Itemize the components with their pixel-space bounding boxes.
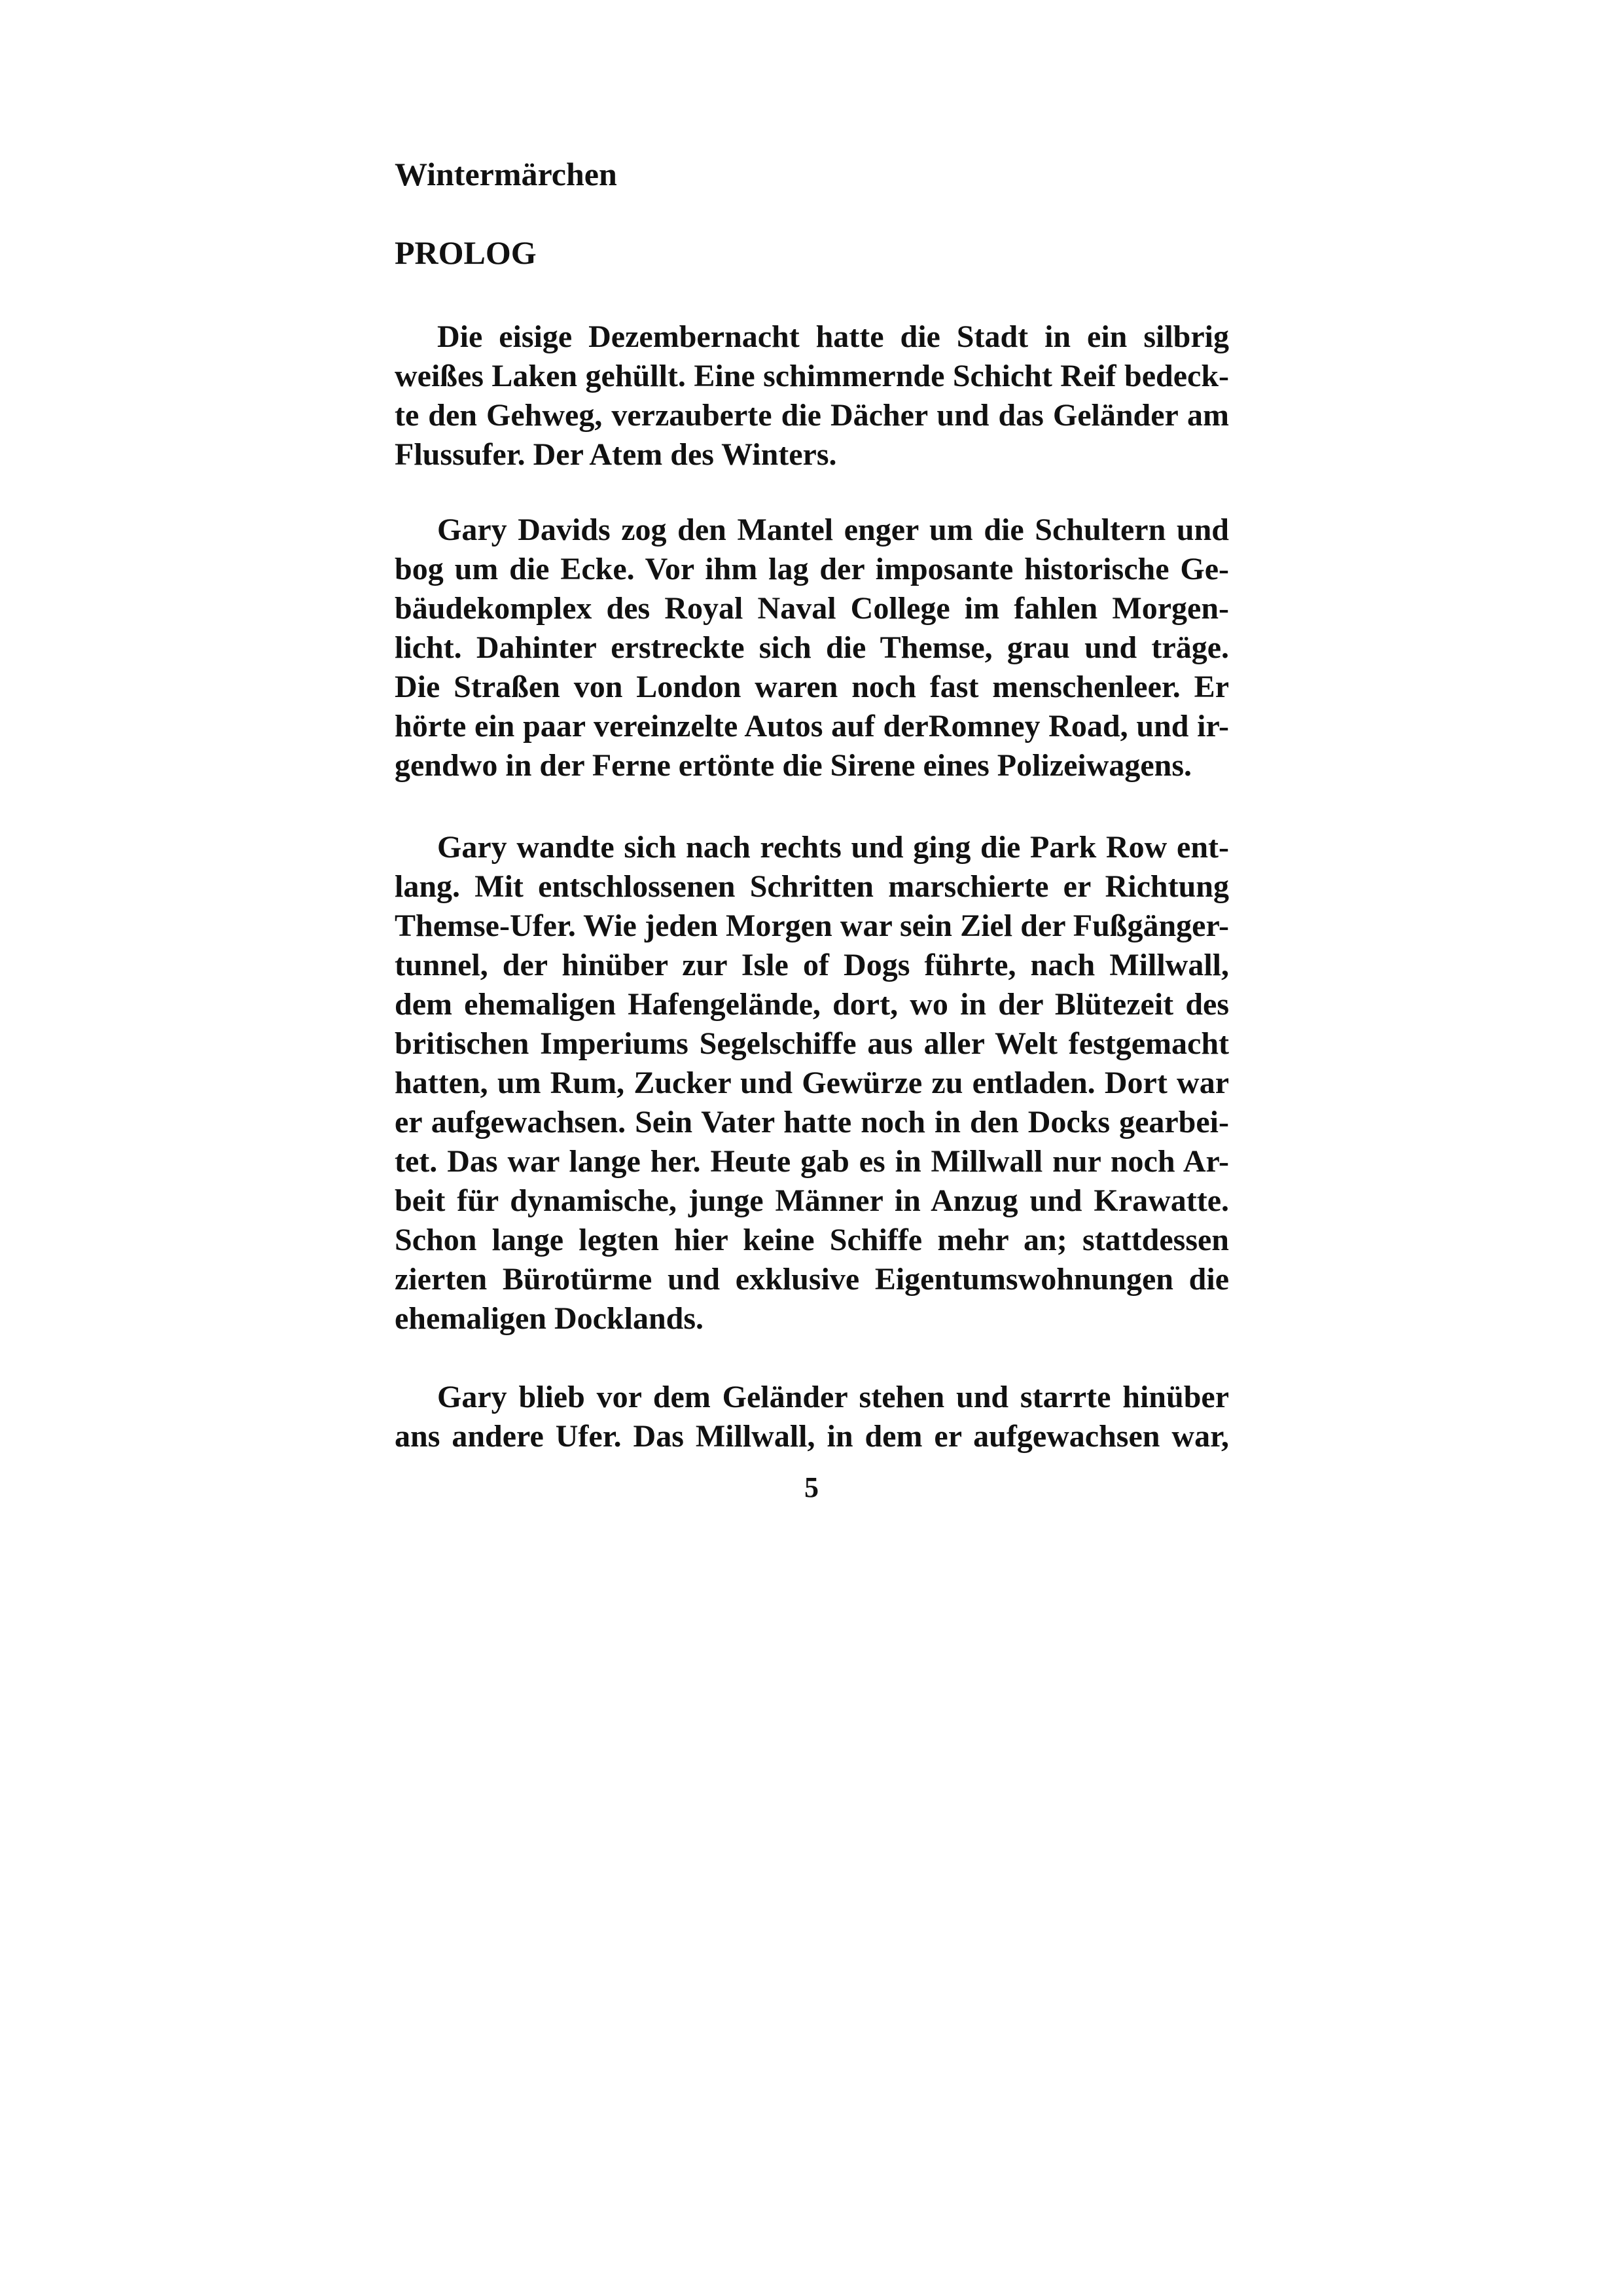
- running-title: Wintermärchen: [395, 156, 617, 192]
- text-line: Die eisige Dezembernacht hatte die Stadt in ein silbrig: [437, 319, 1229, 354]
- text-line: te den Gehweg, verzauberte die Dächer und das Geländer am: [395, 398, 1229, 433]
- text-line: bog um die Ecke. Vor ihm lag der imposante historische Ge-: [395, 552, 1229, 586]
- text-line: bäudekomplex des Royal Naval College im fahlen Morgen-: [395, 591, 1229, 626]
- text-line: beit für dynamische, junge Männer in Anzug und Krawatte.: [395, 1183, 1229, 1218]
- text-line: Themse-Ufer. Wie jeden Morgen war sein Ziel der Fußgänger-: [395, 908, 1229, 943]
- text-line: Flussufer. Der Atem des Winters.: [395, 437, 837, 472]
- text-line: weißes Laken gehüllt. Eine schimmernde Schicht Reif bedeck-: [395, 359, 1229, 393]
- text-line: ehemaligen Docklands.: [395, 1301, 704, 1336]
- page-number: 5: [804, 1471, 819, 1503]
- text-line: britischen Imperiums Segelschiffe aus aller Welt festgemacht: [395, 1026, 1229, 1061]
- text-line: er aufgewachsen. Sein Vater hatte noch in den Docks gearbei-: [395, 1105, 1229, 1139]
- text-line: zierten Bürotürme und exklusive Eigentumswohnungen die: [395, 1262, 1229, 1297]
- text-line: Schon lange legten hier keine Schiffe mehr an; stattdessen: [395, 1223, 1229, 1257]
- text-line: tunnel, der hinüber zur Isle of Dogs führte, nach Millwall,: [395, 948, 1229, 982]
- text-line: lang. Mit entschlossenen Schritten marschierte er Richtung: [395, 869, 1229, 904]
- text-line: Gary wandte sich nach rechts und ging die Park Row ent-: [437, 830, 1229, 865]
- text-line: hörte ein paar vereinzelte Autos auf derRomney Road, und ir-: [395, 709, 1229, 744]
- text-line: ans andere Ufer. Das Millwall, in dem er aufgewachsen war,: [395, 1419, 1229, 1454]
- text-line: tet. Das war lange her. Heute gab es in Millwall nur noch Ar-: [395, 1144, 1229, 1179]
- text-line: Gary blieb vor dem Geländer stehen und starrte hinüber: [437, 1380, 1229, 1414]
- text-line: gendwo in der Ferne ertönte die Sirene eines Polizeiwagens.: [395, 748, 1192, 783]
- text-line: Die Straßen von London waren noch fast menschenleer. Er: [395, 670, 1229, 704]
- text-line: licht. Dahinter erstreckte sich die Themse, grau und träge.: [395, 630, 1229, 665]
- text-line: dem ehemaligen Hafengelände, dort, wo in der Blütezeit des: [395, 987, 1229, 1022]
- chapter-title: PROLOG: [395, 234, 537, 271]
- text-line: hatten, um Rum, Zucker und Gewürze zu entladen. Dort war: [395, 1066, 1229, 1100]
- text-line: Gary Davids zog den Mantel enger um die Schultern und: [437, 512, 1229, 547]
